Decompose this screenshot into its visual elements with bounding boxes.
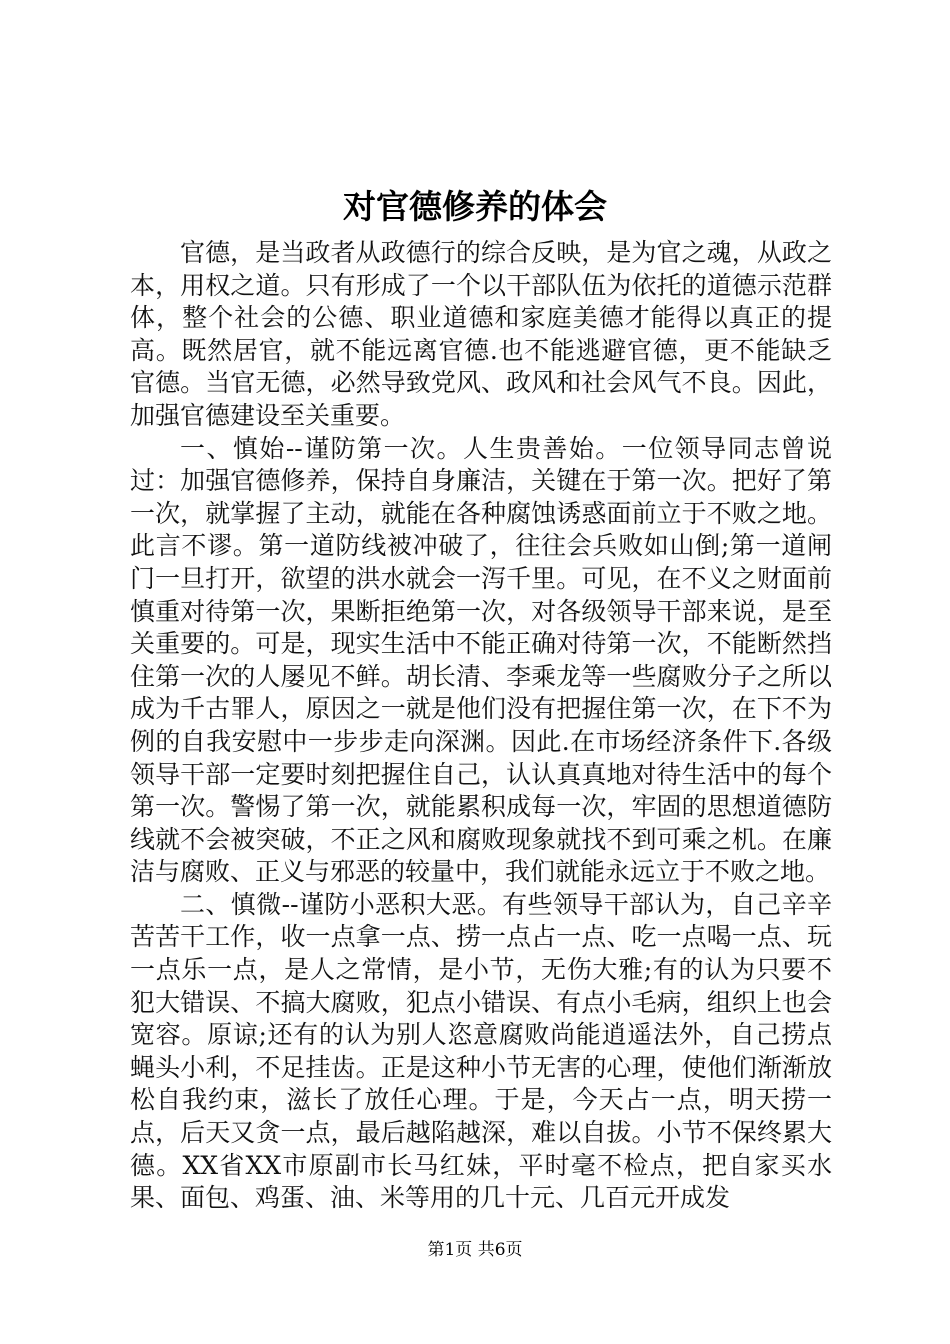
paragraph-section-one: 一、慎始--谨防第一次。人生贵善始。一位领导同志曾说过：加强官德修养，保持自身廉洁，关键在于第一次。把好了第一次，就掌握了主动，就能在各种腐蚀诱惑面前立于不败之地。此言不谬。第一道防线被冲破了，往往会兵败如山倒;第一道闸门一旦打开，欲望的洪水就会一泻千里。可见，在不义之财面前慎重对待第一次，果断拒绝第一次，对各级领导干部来说，是至关重要的。可是，现实生活中不能正确对待第一次，不能断然挡住第一次的人屡见不鲜。胡长清、李乘龙等一些腐败分子之所以成为千古罪人，原因之一就是他们没有把握住第一次，在下不为例的自我安慰中一步步走向深渊。因此.在市场经济条件下.各级领导干部一定要时刻把握住自己，认认真真地对待生活中的每个第一次。警惕了第一次，就能累积成每一次，牢固的思想道德防线就不会被突破，不正之风和腐败现象就找不到可乘之机。在廉洁与腐败、正义与邪恶的较量中，我们就能永远立于不败之地。 xyxy=(130,433,832,887)
paragraph-intro: 官德，是当政者从政德行的综合反映，是为官之魂，从政之本，用权之道。只有形成了一个以干部队伍为依托的道德示范群体，整个社会的公德、职业道德和家庭美德才能得以真正的提高。既然居官，就不能远离官德.也不能逃避官德，更不能缺乏官德。当官无德，必然导致党风、政风和社会风气不良。因此，加强官德建设至关重要。 xyxy=(130,238,832,430)
document-title: 对官德修养的体会 xyxy=(343,187,607,226)
paragraph-section-two: 二、慎微--谨防小恶积大恶。有些领导干部认为，自己辛辛苦苦干工作，收一点拿一点、捞一点占一点、吃一点喝一点、玩一点乐一点，是人之常情，是小节，无伤大雅;有的认为只要不犯大错误、不搞大腐败，犯点小错误、有点小毛病，组织上也会宽容。原谅;还有的认为别人恣意腐败尚能逍遥法外，自己捞点蝇头小利，不足挂齿。正是这种小节无害的心理，使他们渐渐放松自我约束，滋长了放任心理。于是，今天占一点，明天捞一点，后天又贪一点，最后越陷越深，难以自拔。小节不保终累大德。XX省XX市原副市长马红妹，平时毫不检点，把自家买水果、面包、鸡蛋、油、米等用的几十元、几百元开成发 xyxy=(130,889,832,1213)
document-body xyxy=(130,237,832,1215)
page-number-footer: 第1页 共6页 xyxy=(427,1240,523,1260)
